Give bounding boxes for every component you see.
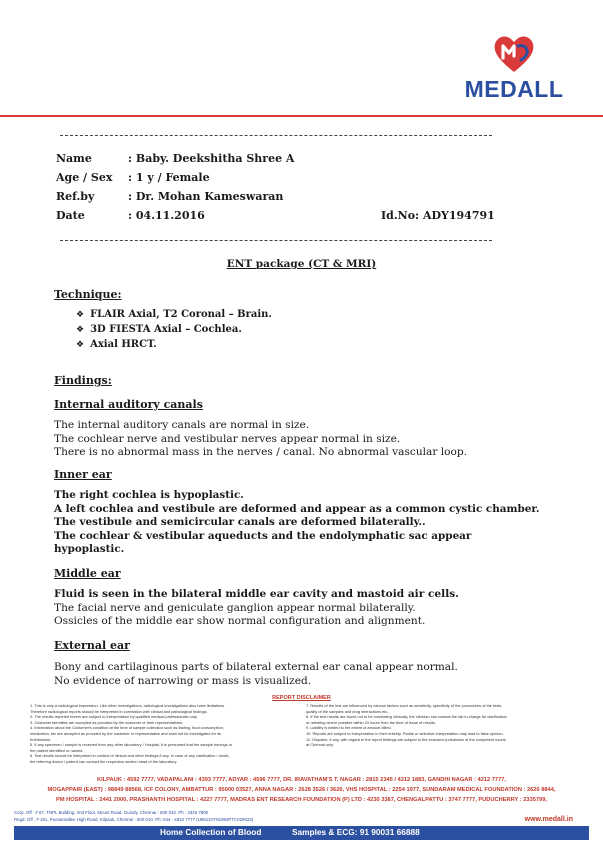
diamond-bullet-icon: ❖ bbox=[76, 325, 85, 335]
diamond-bullet-icon: ❖ bbox=[76, 340, 85, 350]
disclaimer-left: 1. This is only a radiological impression. Like other investigations, radiological investigations also have limitations. Therefore radiological reports should be interpreted in correlation with clinical and pathological findings. 2. The results reported herein are subject to interpretation by qualified medical professionals only. 3. Customer identities are accepted as provided by the customer or their representatives. 4. Information about the Customer's condition at the time of sample collection such as fasting, food consumption, medication, etc are accepted as provided by the customer or representative and shall not be investigated for its truthfulness. 5. If any specimen / sample is received from any other laboratory / Hospital, it is presumed that the sample belongs to the patient identified or named. 6. Test results should be interpreted in context of clinical and other findings if any. In case of any clarification / doubt, the referring doctor / patient can contact the respective section head of the laboratory. bbox=[30, 703, 232, 764]
footer-home-collection: Home Collection of Blood bbox=[160, 827, 262, 837]
findings-heading: Findings: bbox=[54, 374, 112, 387]
medall-heart-icon bbox=[491, 34, 537, 74]
dashed-divider-bottom bbox=[60, 240, 492, 241]
diamond-bullet-icon: ❖ bbox=[76, 310, 85, 320]
age-sex-value: : 1 y / Female bbox=[128, 171, 210, 184]
technique-heading: Technique: bbox=[54, 288, 122, 301]
ref-value: : Dr. Mohan Kameswaran bbox=[128, 190, 284, 203]
age-sex-row bbox=[56, 171, 526, 190]
inner-ear-heading: Inner ear bbox=[54, 468, 112, 481]
iac-text: The internal auditory canals are normal in size. The cochlear nerve and vestibular nerves appear normal in size. There is no abnormal mass in the nerves / canal. No abnormal vascular loop. bbox=[54, 419, 468, 458]
middle-ear-text: Fluid is seen in the bilateral middle ear cavity and mastoid air cells. The facial nerve and geniculate ganglion appear normal bilaterally. Ossicles of the middle ear show normal configuration and alignment. bbox=[54, 588, 459, 627]
corp-office: Corp. Off : # 67, TNPL Building, 2nd Floor, Mount Road, Guindy, Chennai - 600 032. Ph : 4345 7800 bbox=[14, 810, 209, 815]
name-row bbox=[56, 152, 526, 171]
list-item: ❖ FLAIR Axial, T2 Coronal – Brain. bbox=[76, 309, 272, 320]
website-link[interactable]: www.medall.in bbox=[524, 816, 573, 823]
patient-info bbox=[56, 152, 526, 228]
external-ear-heading: External ear bbox=[54, 639, 130, 652]
list-item: ❖ Axial HRCT. bbox=[76, 339, 157, 350]
list-item: ❖ 3D FIESTA Axial – Cochlea. bbox=[76, 324, 242, 335]
footer-phone: Samples & ECG: 91 90031 66888 bbox=[292, 827, 420, 837]
date-value: : 04.11.2016 bbox=[128, 209, 205, 222]
id-number: Id.No: ADY194791 bbox=[381, 209, 495, 222]
date-row bbox=[56, 209, 526, 228]
branch-contacts: KILPAUK : 4592 7777, VADAPALANI : 4393 7777, ADYAR : 4596 7777, DR. IRAVATHAM'S T. NAGAR : 2815 2345 / 4212 1883, GANDHI NAGAR : 4212 7777, MOGAPPAIR (EAST) : 98849 88568, ICF COLONY, AMBATTUR : 95000 03527, ANNA NAGAR : 2628 3526 / 3626, VHS HOSPITAL : 2254 1977, SUNDARAM MEDICAL FOUNDATION : 2626 8844, PM HOSPITAL : 2441 2000, PRASHANTH HOSPITAL : 4227 7777, MADRAS ENT RESEARCH FOUNDATION (P) LTD : 4230 3387, CHENGALPATTU : 3747 7777, PUDUCHERRY : 2335799, bbox=[47, 777, 556, 803]
ref-row bbox=[56, 190, 526, 209]
regd-office: Regd. Off : # 191, Poonamallee High Road, Kilpauk, Chennai - 600 010. Ph: 044 - 4832 7777 (U85110TN1994PTC029023) bbox=[14, 817, 254, 822]
brand-name: MEDALL bbox=[464, 76, 564, 102]
dashed-divider-top bbox=[60, 135, 492, 136]
ref-label: Ref.by bbox=[56, 190, 95, 203]
iac-heading: Internal auditory canals bbox=[54, 398, 203, 411]
name-label: Name bbox=[56, 152, 92, 165]
external-ear-text: Bony and cartilaginous parts of bilateral external ear canal appear normal. No evidence of narrowing or mass is visualized. bbox=[54, 661, 458, 687]
name-value: : Baby. Deekshitha Shree A bbox=[128, 152, 295, 165]
middle-ear-heading: Middle ear bbox=[54, 567, 121, 580]
disclaimer-right: 7. Results of the test are influenced by various factors such as sensitivity, specificity of the procedures of the tests, quality of the samples and drug interactions etc., 8. If the test results are found not to be correlating clinically, the clinician can contact the lab in-charge for clarification or retesting where possible within 24 hours from the time of issue of results. 9. Liability is limited to the extent of amount billed. 10. Reports are subject to interpretation in their entirety. Partial or selective interpretation may lead to false opinion. 11. Disputes, if any, with regard to the report findings are subject to the exclusive jurisdiction of the competent courts at Chennai only. bbox=[306, 703, 507, 748]
date-label: Date bbox=[56, 209, 85, 222]
header-divider bbox=[0, 115, 603, 117]
age-sex-label: Age / Sex bbox=[56, 171, 113, 184]
report-title: ENT package (CT & MRI) bbox=[226, 258, 377, 270]
disclaimer-title: REPORT DISCLAIMER bbox=[272, 695, 331, 701]
inner-ear-text: The right cochlea is hypoplastic. A left cochlea and vestibule are deformed and appear as a common cystic chamber. The vestibule and semicircular canals are deformed bilaterally.. The cochlear & vestibular aqueducts and the endolymphatic sac appear hypoplastic. bbox=[54, 489, 540, 555]
technique-list bbox=[76, 309, 272, 354]
medall-logo bbox=[459, 34, 569, 103]
